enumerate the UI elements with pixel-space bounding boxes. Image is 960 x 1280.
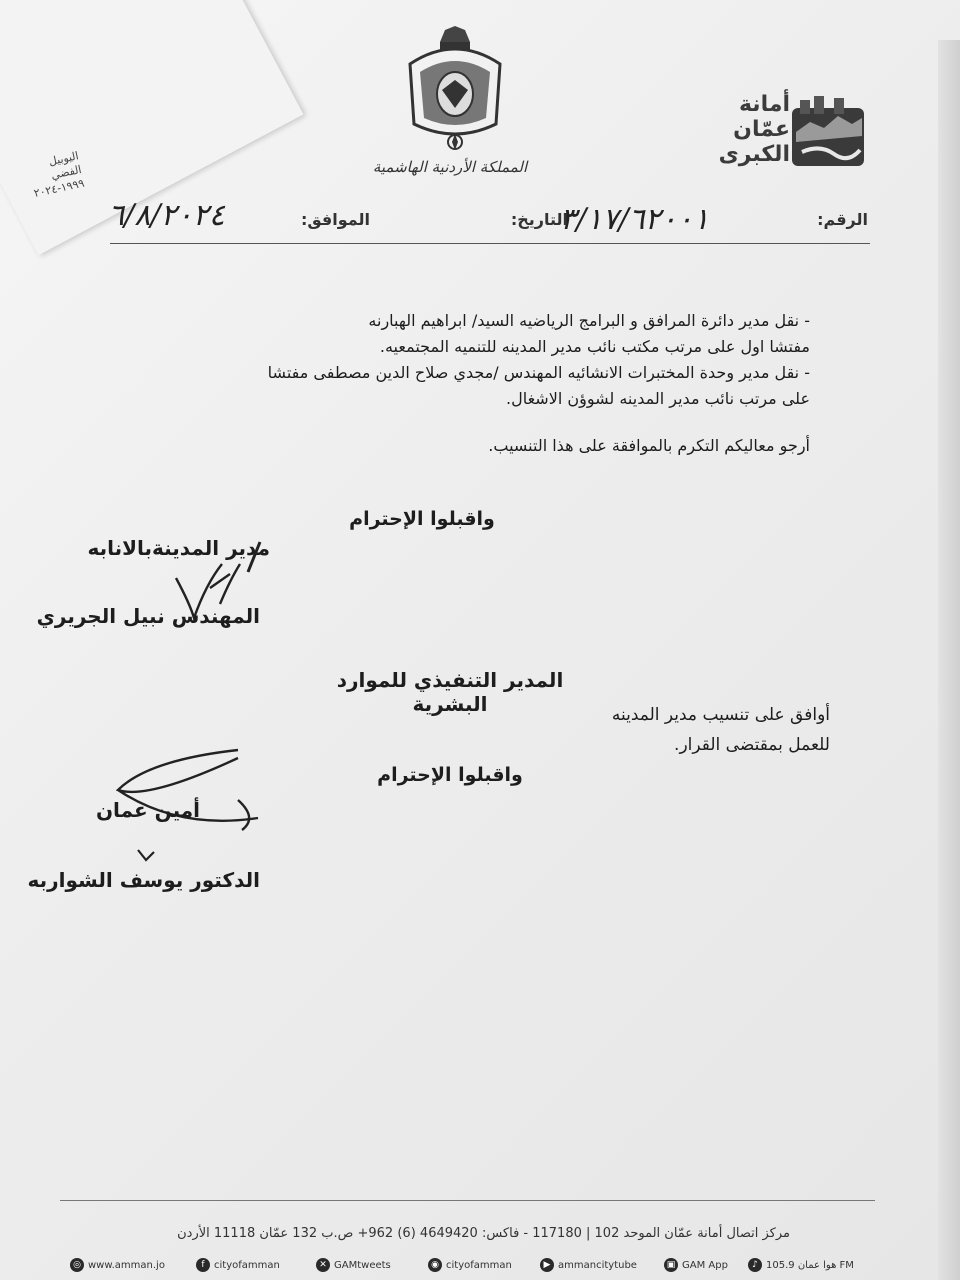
social-facebook[interactable]: f cityofamman [196,1258,280,1272]
org-name: أمانة عمّان الكبرى [718,92,790,167]
approval-note: أوافق على تنسيب مدير المدينه للعمل بمقتضى القرار. [611,705,830,755]
ref-label: الرقم: [817,210,868,229]
footer-divider [60,1200,875,1201]
city-manager-name: المهندس نبيل الجريري [36,604,260,628]
mayor-name: الدكتور يوسف الشواربه [27,868,260,892]
corresponding-label: الموافق: [300,210,370,229]
closing-request: أرجو معاليكم التكرم بالموافقة على هذا التنسيب. [488,436,810,455]
social-youtube[interactable]: ▶ ammancitytube [540,1258,637,1272]
globe-icon: ◎ [70,1258,84,1272]
page-edge [938,40,960,1280]
youtube-icon: ▶ [540,1258,554,1272]
amman-logo-icon [790,92,866,168]
city-manager-title: مدير المدينةبالانابه [87,536,270,560]
header-divider [110,243,870,244]
social-app[interactable]: ▣ GAM App [664,1258,728,1272]
jubilee-stamp: اليوبيل الفضي ١٩٩٩-٢٠٢٤ [32,149,86,200]
kingdom-name: المملكة الأردنية الهاشمية [372,158,528,176]
facebook-icon: f [196,1258,210,1272]
hr-director-title: المدير التنفيذي للموارد البشرية [336,668,564,716]
radio-icon: ♪ [748,1258,762,1272]
social-instagram[interactable]: ◉ cityofamman [428,1258,512,1272]
item1-line2: مفتشا اول على مرتب مكتب نائب مدير المدينه للتنميه المجتمعيه. [379,337,810,356]
ref-number-handwritten: ٣/١٧/٦٢٠٠١ [560,202,710,237]
item2-line2: على مرتب نائب مدير المدينه لشوؤن الاشغال. [506,389,810,408]
regards-2: واقبلوا الإحترام [377,764,523,786]
app-icon: ▣ [664,1258,678,1272]
social-x[interactable]: ✕ GAMtweets [316,1258,391,1272]
transfer-items [30,308,810,412]
mayor-title: أمين عمان [95,798,200,822]
x-icon: ✕ [316,1258,330,1272]
item2-line1: - نقل مدير وحدة المختبرات الانشائيه المهندس /مجدي صلاح الدين مصطفى مفتشا [267,363,810,382]
date-label: التاريخ: [510,210,568,229]
social-website[interactable]: ◎ www.amman.jo [70,1258,165,1272]
regards-1: واقبلوا الإحترام [349,508,495,530]
instagram-icon: ◉ [428,1258,442,1272]
corresponding-date-handwritten: ٦/٨/٢٠٢٤ [108,198,225,233]
item1-line1: - نقل مدير دائرة المرافق و البرامج الرياضيه السيد/ ابراهيم الهبارنه [368,311,810,330]
royal-crest-icon [400,24,510,154]
social-radio[interactable]: ♪ هوا عمان 105.9 FM [748,1258,854,1272]
footer-address: مركز اتصال أمانة عمّان الموحد 102 | 117180 - فاكس: 4649420 (6) 962+ ص.ب 132 عمّان 11118 الأردن [177,1226,790,1241]
